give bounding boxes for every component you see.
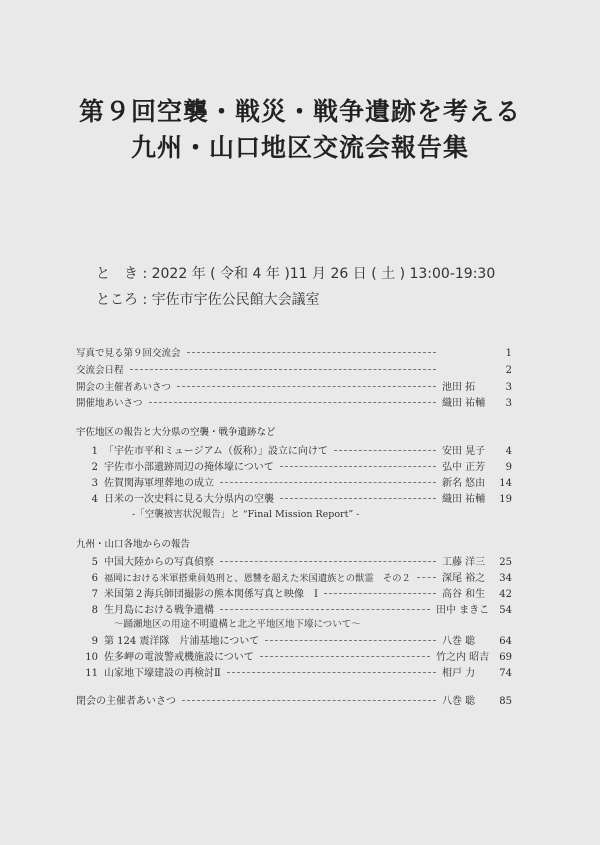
toc-entry: [76, 490, 512, 506]
toc-entry: [76, 442, 512, 458]
leader-dots: [334, 450, 436, 451]
toc-entry: [76, 553, 512, 569]
leader-dots: [149, 402, 436, 403]
leader-dots: [187, 352, 436, 353]
leader-dots: [220, 609, 430, 610]
toc-entry-title: 中国大陸からの写真偵察: [104, 557, 214, 568]
leader-dots: [130, 369, 436, 370]
leader-dots: [177, 386, 436, 387]
toc-entry-author: 八巻 聡: [442, 696, 476, 707]
toc-entry-title: 第 124 震洋隊 片浦基地について: [104, 636, 260, 647]
toc-entry: [76, 601, 512, 617]
toc-entry-number: 10: [85, 652, 98, 663]
toc-entry-title: 交流会日程: [76, 365, 124, 376]
toc-entry-number: 4: [91, 494, 98, 505]
toc-entry-author: 田中 まきこ: [436, 605, 490, 616]
toc-entry-author: 竹之内 昭吉: [436, 652, 490, 663]
document-title-line2: 九州・山口地区交流会報告集: [130, 133, 469, 162]
toc-entry-author: 安田 晃子: [442, 446, 486, 457]
leader-dots: [280, 498, 436, 499]
toc-entry: [76, 345, 512, 361]
toc-entry-page: 3: [505, 382, 512, 393]
toc-entry-number: 7: [91, 589, 98, 600]
section-heading: 九州・山口各地からの報告: [76, 539, 191, 550]
toc-entry-title: 日米の一次史料に見る大分県内の空襲: [104, 494, 274, 505]
toc-entry-title: 開催地あいさつ: [76, 398, 143, 409]
toc-entry-number: 1: [91, 446, 98, 457]
toc-entry: [76, 394, 512, 410]
toc-entry-page: 69: [499, 652, 512, 663]
leader-dots: [417, 577, 436, 578]
toc-entry-page: 64: [499, 636, 512, 647]
toc-entry-title: 山家地下壕建設の再検討Ⅱ: [104, 668, 221, 679]
leader-dots: [324, 593, 436, 594]
toc-entry-page: 19: [499, 494, 512, 505]
toc-entry: [76, 648, 512, 664]
event-date: と き : 2022 年 ( 令和 4 年 )11 月 26 日 ( 土 ) 13:00-19:30: [96, 266, 496, 282]
toc-entry-number: 6: [91, 573, 98, 584]
toc-entry-page: 4: [505, 446, 512, 457]
toc-entry-page: 42: [499, 589, 512, 600]
toc-entry-author: 相戸 力: [442, 668, 476, 679]
toc-entry-number: 9: [91, 636, 98, 647]
document-title-line1: 第９回空襲・戦災・戦争遺跡を考える: [78, 97, 521, 126]
toc-entry-title: 佐多岬の電波警戒機施設について: [104, 652, 254, 663]
toc-entry-title: 福岡における米軍搭乗員処刑と、恩讐を超えた米国遺族との獣霊 その２: [104, 573, 411, 584]
toc-entry: [76, 378, 512, 394]
toc-entry-title: 佐賀関海軍埋葬地の成立: [104, 478, 214, 489]
toc-entry-page: 1: [505, 348, 512, 359]
toc-entry-subtitle: ～踊瀬地区の用途不明遺構と北之平地区地下壕について～: [114, 619, 361, 630]
toc-entry-subtitle: -「空襲被害状況報告」と “Final Mission Report” -: [132, 509, 360, 520]
toc-entry-number: 3: [91, 478, 98, 489]
toc-entry: [76, 458, 512, 474]
toc-entry: [76, 664, 512, 680]
toc-entry-author: 新名 悠由: [442, 478, 486, 489]
toc-entry-number: 11: [85, 668, 98, 679]
toc-entry-page: 74: [499, 668, 512, 679]
toc-entry-number: 8: [91, 605, 98, 616]
toc-entry: [76, 569, 512, 585]
toc-entry-author: 織田 祐輔: [442, 398, 486, 409]
toc-entry: [76, 585, 512, 601]
toc-entry: [76, 362, 512, 378]
leader-dots: [182, 700, 436, 701]
toc-entry-title: 写真で見る第９回交流会: [76, 348, 181, 359]
toc-entry-page: 25: [499, 557, 512, 568]
leader-dots: [220, 561, 436, 562]
toc-entry: [76, 692, 512, 708]
toc-entry-title: 米国第２海兵師団撮影の熊本関係写真と映像 Ⅰ: [104, 589, 318, 600]
leader-dots: [265, 640, 436, 641]
toc-entry-page: 3: [505, 398, 512, 409]
leader-dots: [280, 466, 436, 467]
toc-entry-author: 弘中 正芳: [442, 462, 486, 473]
toc-entry-title: 宇佐市小部遺跡周辺の掩体壕について: [104, 462, 274, 473]
toc-entry-author: 深尾 裕之: [442, 573, 486, 584]
toc-entry-author: 高谷 和生: [442, 589, 486, 600]
leader-dots: [220, 482, 436, 483]
toc-entry-author: 工藤 洋三: [442, 557, 486, 568]
toc-entry-page: 85: [499, 696, 512, 707]
toc-entry: [76, 632, 512, 648]
toc-entry-page: 9: [505, 462, 512, 473]
toc-entry-title: 「宇佐市平和ミュージアム（仮称）」設立に向けて: [104, 446, 328, 457]
toc-entry-number: 5: [91, 557, 98, 568]
toc-entry-page: 14: [499, 478, 512, 489]
leader-dots: [260, 656, 430, 657]
toc-entry-page: 34: [499, 573, 512, 584]
toc-entry-author: 織田 祐輔: [442, 494, 486, 505]
toc-entry-author: 池田 拓: [442, 382, 476, 393]
toc-entry-title: 閉会の主催者あいさつ: [76, 696, 176, 707]
toc-entry-page: 2: [505, 365, 512, 376]
leader-dots: [227, 672, 436, 673]
toc-entry-author: 八巻 聡: [442, 636, 476, 647]
toc-entry-title: 開会の主催者あいさつ: [76, 382, 172, 393]
toc-entry-page: 54: [499, 605, 512, 616]
toc-entry-title: 生月島における戦争遺構: [104, 605, 214, 616]
toc-entry-number: 2: [91, 462, 98, 473]
event-venue: ところ : 宇佐市宇佐公民館大会議室: [96, 292, 320, 308]
section-heading: 宇佐地区の報告と大分県の空襲・戦争遺跡など: [76, 427, 276, 438]
toc-entry: [76, 474, 512, 490]
